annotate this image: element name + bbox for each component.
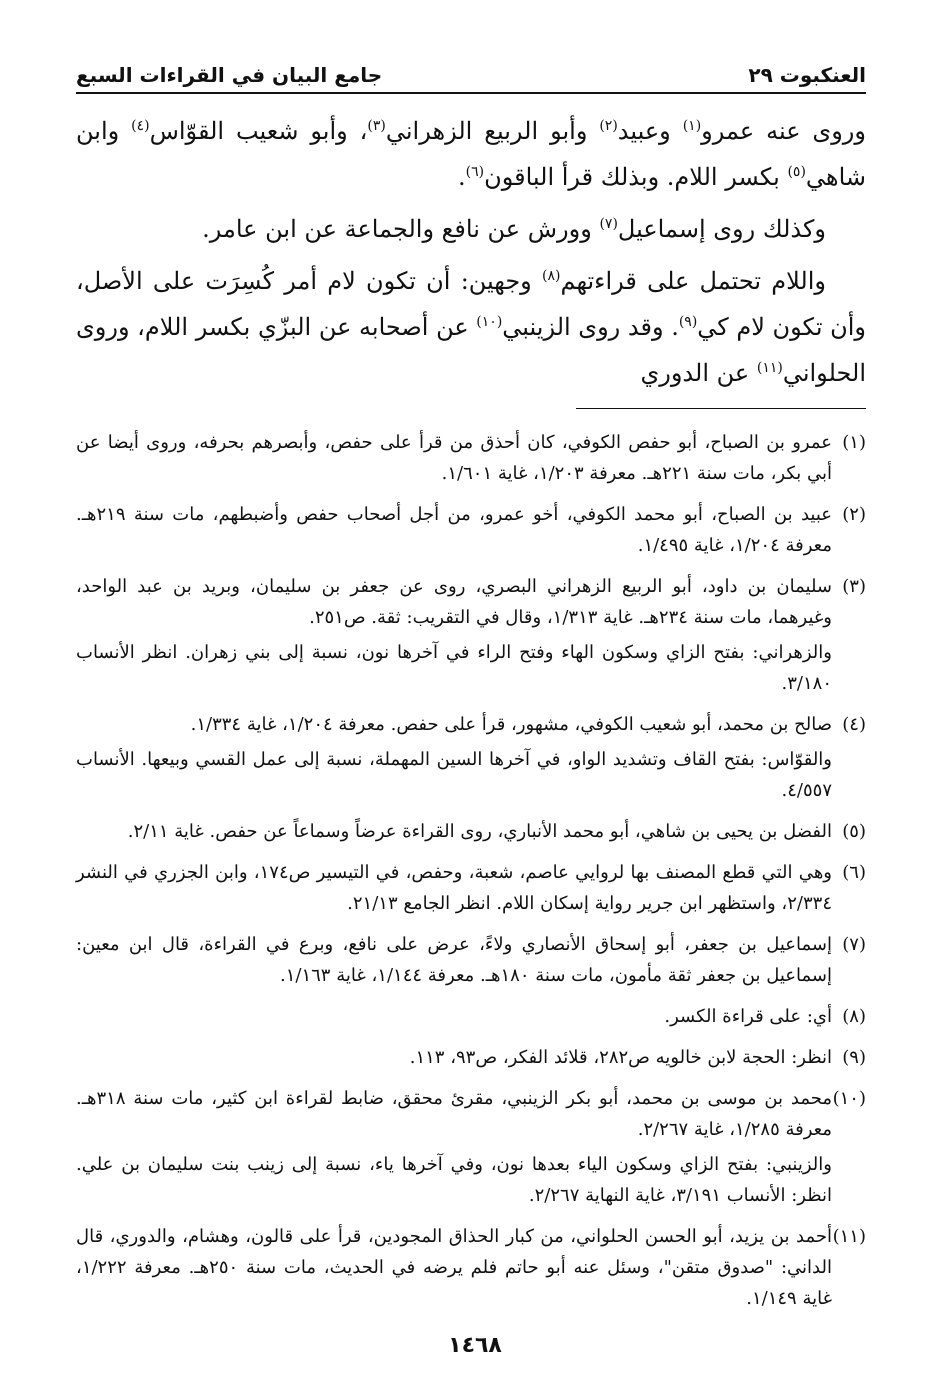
footnote-ref: (٦) <box>465 164 485 180</box>
footnote-ref: (٧) <box>599 216 618 232</box>
text-run: . وقد روى الزينبي <box>502 313 679 341</box>
footnote-number: (٦) <box>842 862 866 883</box>
footnote <box>76 1221 866 1318</box>
footnote <box>76 427 866 493</box>
text-run: ، وأبو شعيب القوّاس <box>149 117 368 145</box>
text-run: وأبو الربيع الزهراني <box>385 117 600 145</box>
paragraph-2 <box>76 206 866 252</box>
footnotes <box>76 427 866 1318</box>
text-run: واللام تحتمل على قراءتهم <box>560 267 826 295</box>
footnote-ref: (٤) <box>131 118 150 134</box>
running-header <box>76 62 866 94</box>
footnote-number: (٧) <box>842 934 866 955</box>
footnote-text: الفضل بن يحيى بن شاهي، أبو محمد الأنباري، روى القراءة عرضاً وسماعاً عن حفص. غاية ٢/١١. <box>127 821 832 842</box>
text-run: وورش عن نافع والجماعة عن ابن عامر. <box>202 215 600 243</box>
footnote-ref: (٥) <box>787 164 806 180</box>
footnote-text: إسماعيل بن جعفر، أبو إسحاق الأنصاري ولاءً، عرض على نافع، وبرع في القراءة، قال ابن معين: إسماعيل بن جعفر ثقة مأمون، مات سنة ١٨٠هـ. معرفة ١/١٤٤، غاية ١/١٦٣. <box>76 934 832 986</box>
footnote-text: أي: على قراءة الكسر. <box>664 1006 832 1027</box>
footnote-number: (١١) <box>832 1226 866 1247</box>
footnote-number: (٩) <box>842 1047 866 1068</box>
footnote <box>76 816 866 851</box>
footnote-text: عبيد بن الصباح، أبو محمد الكوفي، أخو عمرو، من أجل أصحاب حفص وأضبطهم، مات سنة ٢١٩هـ. معرفة ١/٢٠٤، غاية ١/٤٩٥. <box>76 504 832 556</box>
footnote-ref: (٢) <box>599 118 618 134</box>
text-run: وكذلك روى إسماعيل <box>617 215 826 243</box>
footnote-text: صالح بن محمد، أبو شعيب الكوفي، مشهور، قرأ على حفص. معرفة ١/٢٠٤، غاية ١/٣٣٤. <box>190 714 832 735</box>
footnote-number: (٢) <box>842 504 866 525</box>
footnote-ref: (٣) <box>367 118 386 134</box>
page-number: ١٤٦٨ <box>448 1333 502 1358</box>
footnote <box>76 571 866 703</box>
footnote-text: والزينبي: بفتح الزاي وسكون الياء بعدها نون، وفي آخرها ياء، نسبة إلى زينب بنت سليمان بن علي. انظر: الأنساب ٣/١٩١، غاية النهاية ٢/٢٦٧. <box>76 1154 832 1206</box>
footnote-separator <box>576 408 866 409</box>
header-book-title: جامع البيان في القراءات السبع <box>76 63 383 87</box>
text-run: عن أصحابه عن البزّي بكسر اللام، وروى الحلواني <box>76 313 866 387</box>
footnote-ref: (٩) <box>678 314 698 330</box>
paragraph-1 <box>76 108 866 200</box>
footnote <box>76 1042 866 1077</box>
footnote <box>76 929 866 995</box>
footnote-text: والقوّاس: بفتح القاف وتشديد الواو، في آخرها السين المهملة، نسبة إلى عمل القسي وبيعها. الأنساب ٤/٥٥٧. <box>76 749 832 801</box>
footnote <box>76 709 866 810</box>
footnote-text: أحمد بن يزيد، أبو الحسن الحلواني، من كبار الحذاق المجودين، قرأ على قالون، وهشام، والدوري، قال الداني: "صدوق متقن"، وسئل عنه أبو حاتم فلم يرضه في الحديث، مات سنة ٢٥٠هـ. معرفة ١/٢٢٢، غاية ١/١٤٩. <box>76 1226 832 1309</box>
footnote-ref: (١) <box>682 118 702 134</box>
text-run: وعبيد <box>617 117 683 145</box>
footnote-number: (١) <box>842 432 866 453</box>
text-run: وجهين: أن تكون لام أمر كُسِرَت على الأصل، وأن تكون لام كي <box>76 267 867 341</box>
main-text <box>76 108 866 396</box>
header-surah: العنكبوت ٢٩ <box>748 63 866 87</box>
text-run: عن الدوري <box>640 359 757 387</box>
footnote-number: (١٠) <box>832 1088 866 1109</box>
footnote-ref: (١٠) <box>476 314 503 330</box>
footnote-ref: (٨) <box>542 268 561 284</box>
footnote-ref: (١١) <box>756 360 783 376</box>
text-run: وابن شاهي <box>76 117 866 191</box>
text-run: بكسر اللام. وبذلك قرأ الباقون <box>484 163 788 191</box>
footnote <box>76 857 866 923</box>
footnote-number: (٤) <box>842 714 866 735</box>
footnote <box>76 1001 866 1036</box>
footnote-text: وهي التي قطع المصنف بها لروايي عاصم، شعبة، وحفص، في التيسير ص١٧٤، وابن الجزري في النشر ٢/٣٣٤، واستظهر ابن جرير رواية إسكان اللام. انظر الجامع ٢١/١٣. <box>76 862 832 914</box>
footnote-text: محمد بن موسى بن محمد، أبو بكر الزينبي، مقرئ محقق، ضابط لقراءة ابن كثير، مات سنة ٣١٨هـ. معرفة ١/٢٨٥، غاية ٢/٢٦٧. <box>76 1088 832 1140</box>
footnote-number: (٣) <box>842 576 866 597</box>
footnote-text: والزهراني: بفتح الزاي وسكون الهاء وفتح الراء في آخرها نون، نسبة إلى بني زهران. انظر الأنساب ٣/١٨٠. <box>76 642 832 694</box>
footnote-text: عمرو بن الصباح، أبو حفص الكوفي، كان أحذق من قرأ على حفص، وأبصرهم بحرفه، وروى أيضا عن أبي بكر، مات سنة ٢٢١هـ. معرفة ١/٢٠٣، غاية ١/٦٠١. <box>76 432 832 484</box>
footnote-text: سليمان بن داود، أبو الربيع الزهراني البصري، روى عن جعفر بن سليمان، وبريد بن عبد الواحد، وغيرهما، مات سنة ٢٣٤هـ. غاية ١/٣١٣، وقال في التقريب: ثقة. ص٢٥١. <box>76 576 832 628</box>
text-run: وروى عنه عمرو <box>701 117 866 145</box>
footnote-number: (٨) <box>842 1006 866 1027</box>
page <box>76 62 866 1324</box>
footnote-text: انظر: الحجة لابن خالويه ص٢٨٢، قلائد الفكر، ص٩٣، ١١٣. <box>409 1047 832 1068</box>
footnote-number: (٥) <box>842 821 866 842</box>
text-run: . <box>457 163 466 191</box>
footnote <box>76 499 866 565</box>
paragraph-3 <box>76 258 866 396</box>
footnote <box>76 1083 866 1215</box>
